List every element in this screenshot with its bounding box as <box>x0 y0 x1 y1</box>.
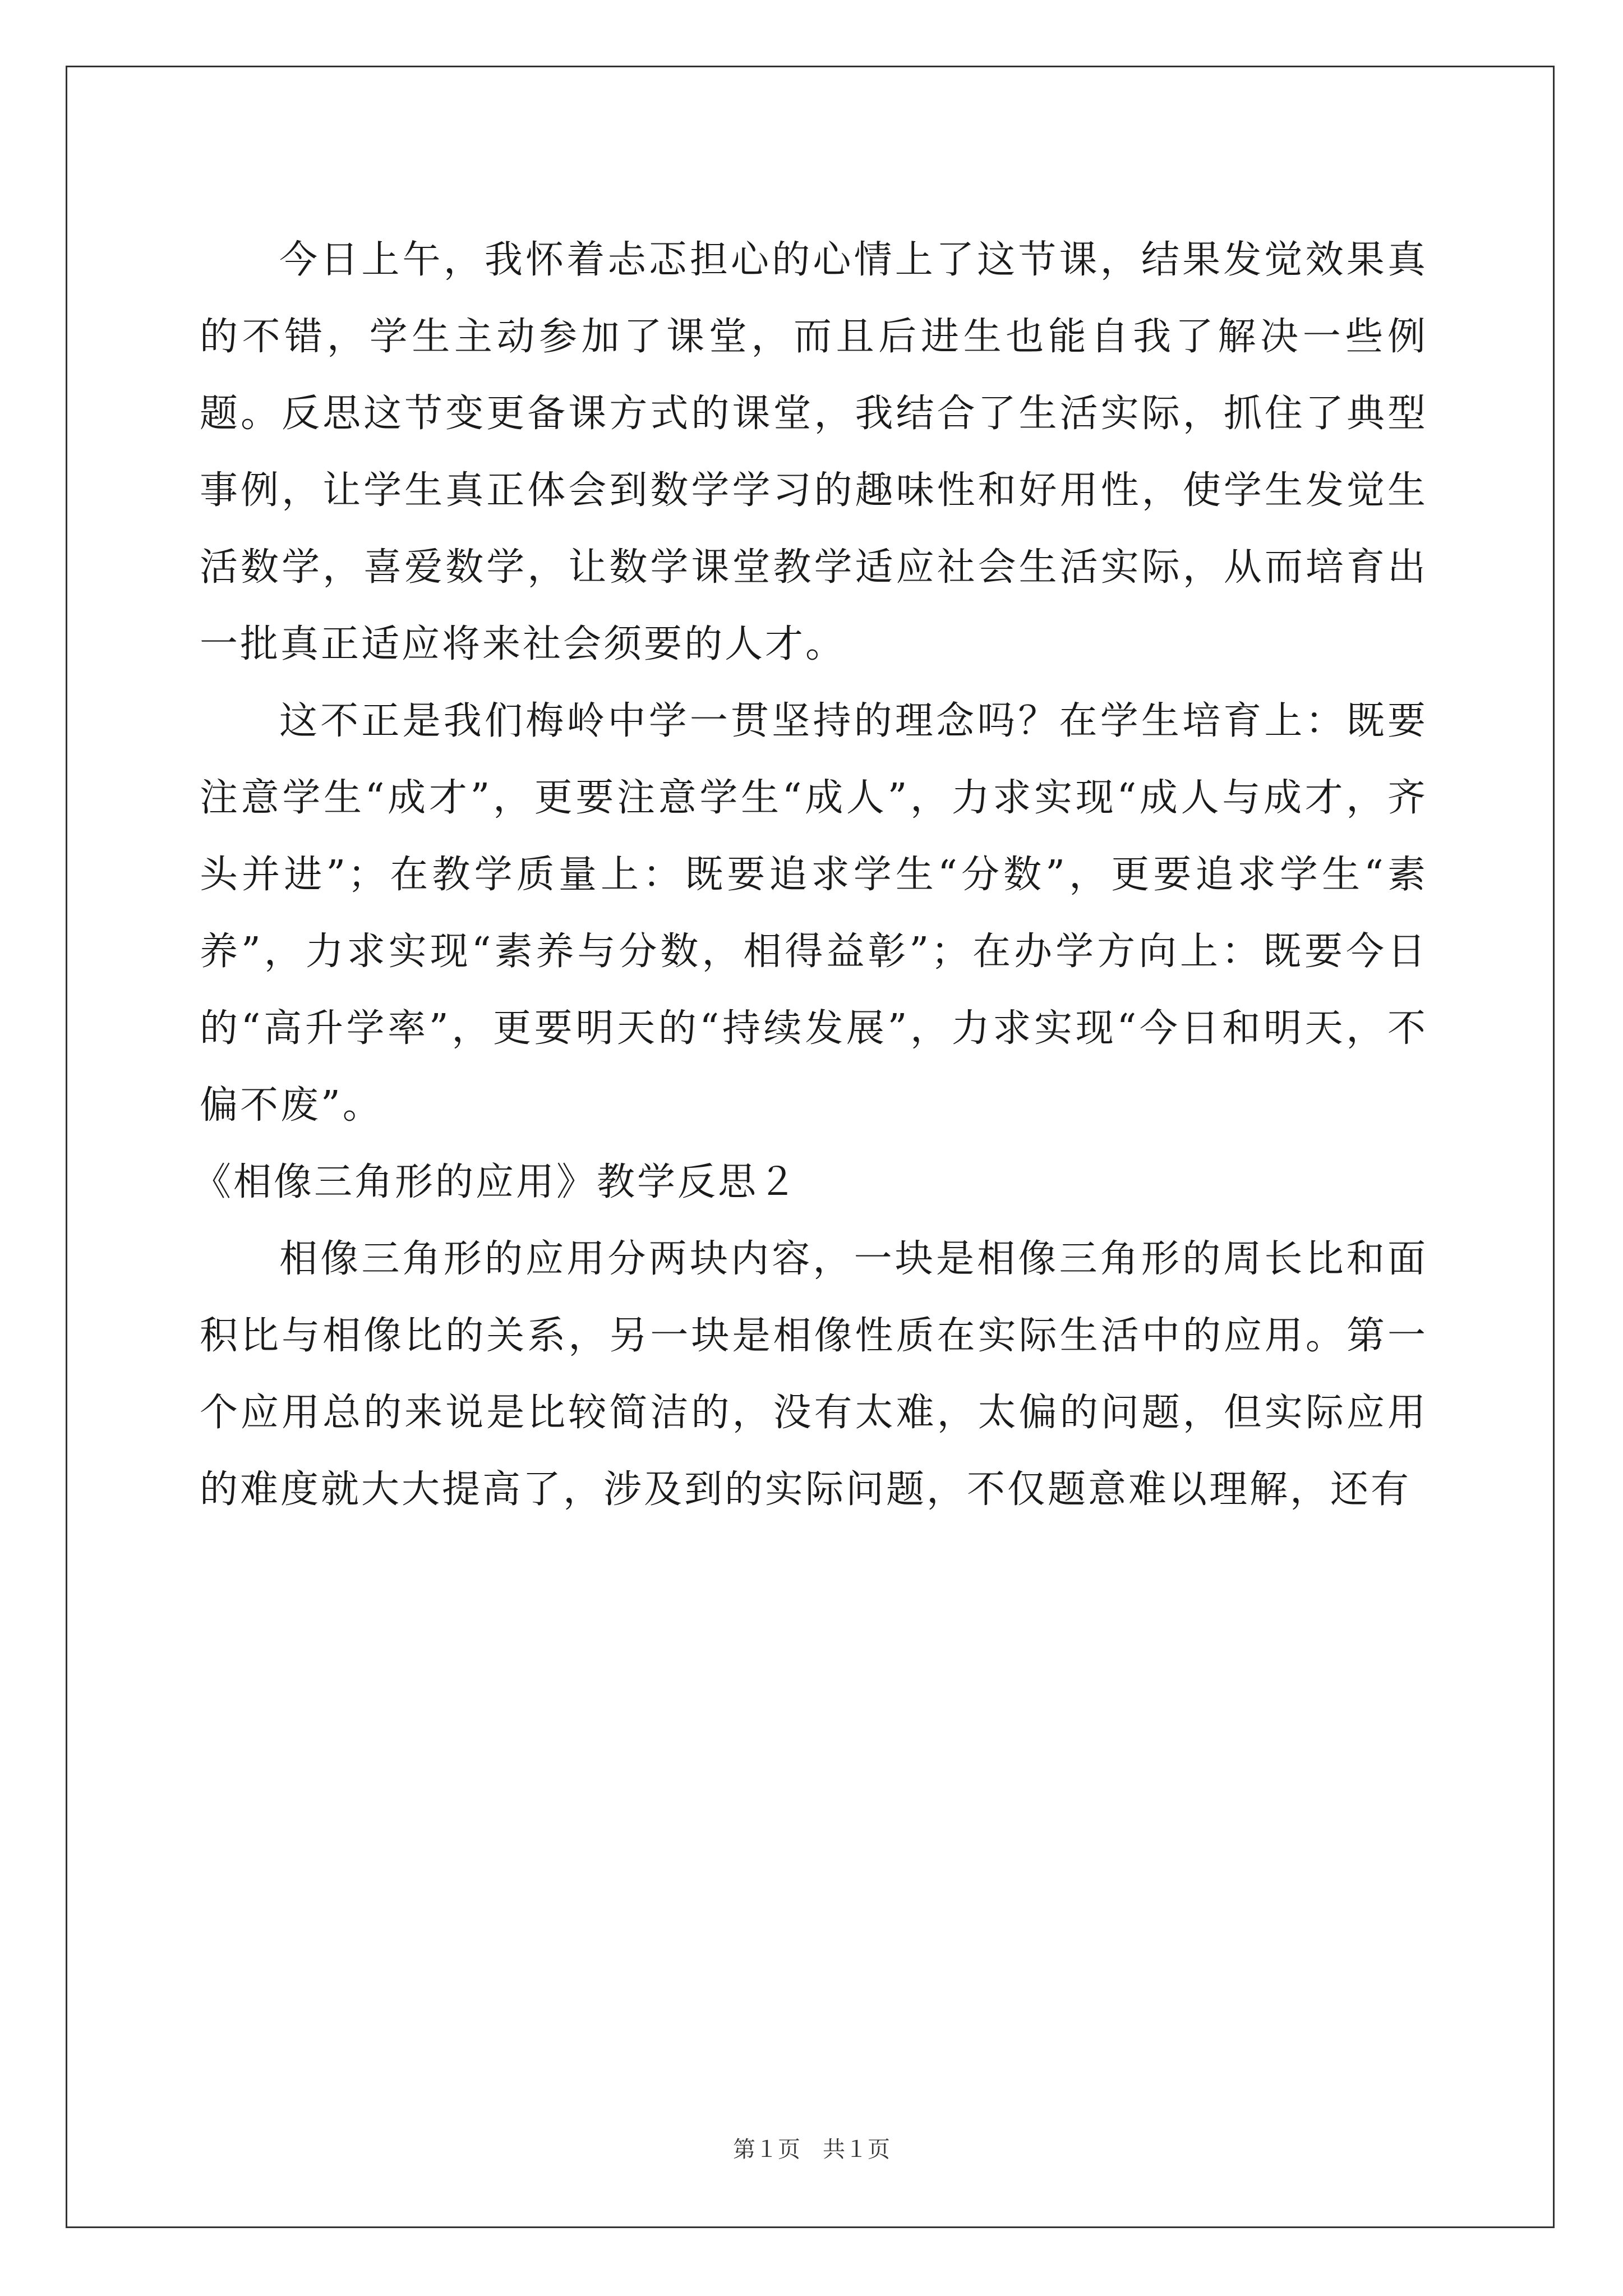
document-body <box>193 222 1428 1528</box>
section-heading: 《相像三角形的应用》教学反思２ <box>193 1160 799 1204</box>
paragraph-3: 相像三角形的应用分两块内容，一块是相像三角形的周长比和面积比与相像比的关系，另一块是相像性质在实际生活中的应用。第一个应用总的来说是比较简洁的，没有太难，太偏的问题，但实际应用的难度就大大提高了，涉及到的实际问题，不仅题意难以理解，还有 <box>200 1237 1428 1512</box>
page-footer: 第１页 共１页 <box>733 2137 890 2162</box>
paragraph-2: 这不正是我们梅岭中学一贯坚持的理念吗？在学生培育上：既要注意学生“成才”，更要注意学生“成人”，力求实现“成人与成才，齐头并进”；在教学质量上：既要追求学生“分数”，更要追求学生“素养”，力求实现“素养与分数，相得益彰”；在办学方向上：既要今日的“高升学率”，更要明天的“持续发展”，力求实现“今日和明天，不偏不废”。 <box>200 699 1428 1128</box>
paragraph-1: 今日上午，我怀着忐忑担心的心情上了这节课，结果发觉效果真的不错，学生主动参加了课堂，而且后进生也能自我了解决一些例题。反思这节变更备课方式的课堂，我结合了生活实际，抓住了典型事例，让学生真正体会到数学学习的趣味性和好用性，使学生发觉生活数学，喜爱数学，让数学课堂教学适应社会生活实际，从而培育出一批真正适应将来社会须要的人才。 <box>200 238 1428 666</box>
